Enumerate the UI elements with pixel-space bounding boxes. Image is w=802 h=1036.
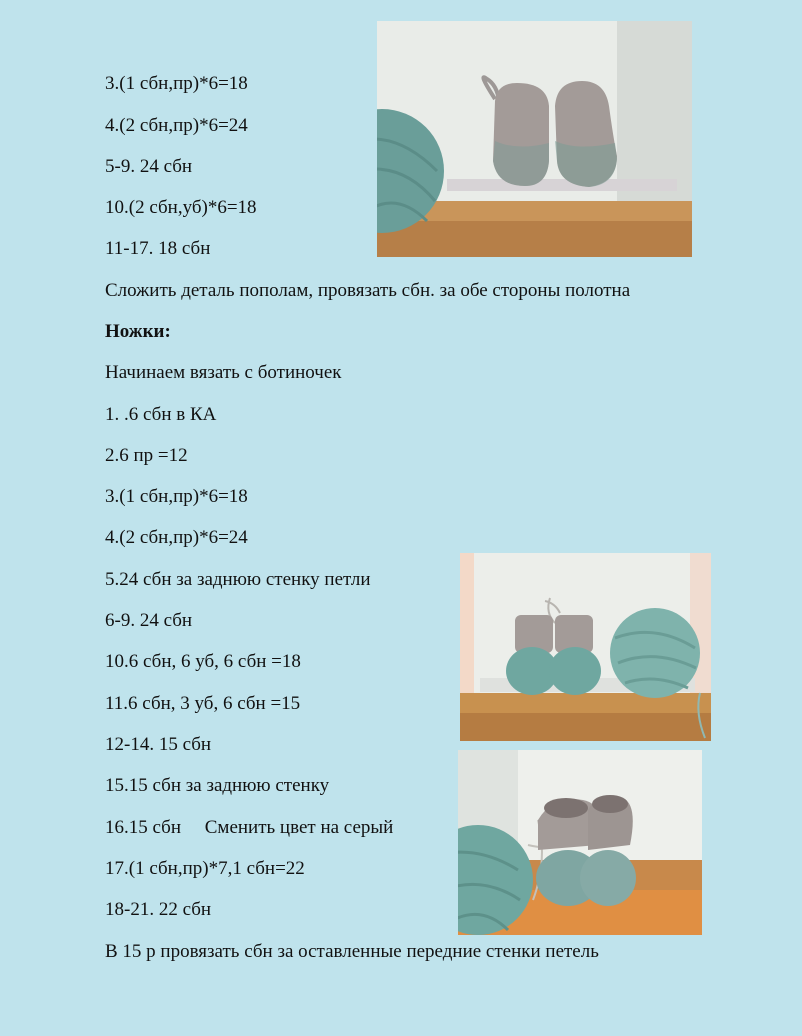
instruction-line: 4.(2 сбн,пр)*6=24 bbox=[105, 115, 248, 136]
instruction-line: 5-9. 24 сбн bbox=[105, 156, 193, 177]
instruction-line: 10.6 сбн, 6 уб, 6 сбн =18 bbox=[105, 651, 301, 672]
instruction-line: 10.(2 сбн,уб)*6=18 bbox=[105, 197, 257, 218]
instruction-line: 6-9. 24 сбн bbox=[105, 610, 193, 631]
photo-teal-knit-booties-and-yarn-ball bbox=[460, 553, 711, 741]
instruction-line: 2.6 пр =12 bbox=[105, 445, 188, 466]
instruction-line: 17.(1 сбн,пр)*7,1 сбн=22 bbox=[105, 858, 305, 879]
instruction-line: 12-14. 15 сбн bbox=[105, 734, 212, 755]
instruction-line: Сложить деталь пополам, провязать сбн. за обе стороны полотна bbox=[105, 280, 631, 301]
instruction-line: 5.24 сбн за заднюю стенку петли bbox=[105, 569, 371, 590]
photo-grey-knit-mittens bbox=[377, 21, 692, 257]
instruction-line: 3.(1 сбн,пр)*6=18 bbox=[105, 73, 248, 94]
instruction-line: 16.15 сбн Сменить цвет на серый bbox=[105, 817, 394, 838]
instruction-line: В 15 р провязать сбн за оставленные передние стенки петель bbox=[105, 941, 599, 962]
instruction-line: 4.(2 сбн,пр)*6=24 bbox=[105, 527, 248, 548]
instruction-line: 1. .6 сбн в КА bbox=[105, 404, 217, 425]
instruction-line: 18-21. 22 сбн bbox=[105, 899, 212, 920]
photo-teal-grey-booties-and-yarn-ball bbox=[458, 750, 702, 935]
instruction-line: 3.(1 сбн,пр)*6=18 bbox=[105, 486, 248, 507]
instruction-line: Начинаем вязать с ботиночек bbox=[105, 362, 342, 383]
instruction-line: 11-17. 18 сбн bbox=[105, 238, 211, 259]
instruction-line: 15.15 сбн за заднюю стенку bbox=[105, 775, 330, 796]
instruction-line: 11.6 сбн, 3 уб, 6 сбн =15 bbox=[105, 693, 301, 714]
section-heading: Ножки: bbox=[105, 321, 171, 342]
